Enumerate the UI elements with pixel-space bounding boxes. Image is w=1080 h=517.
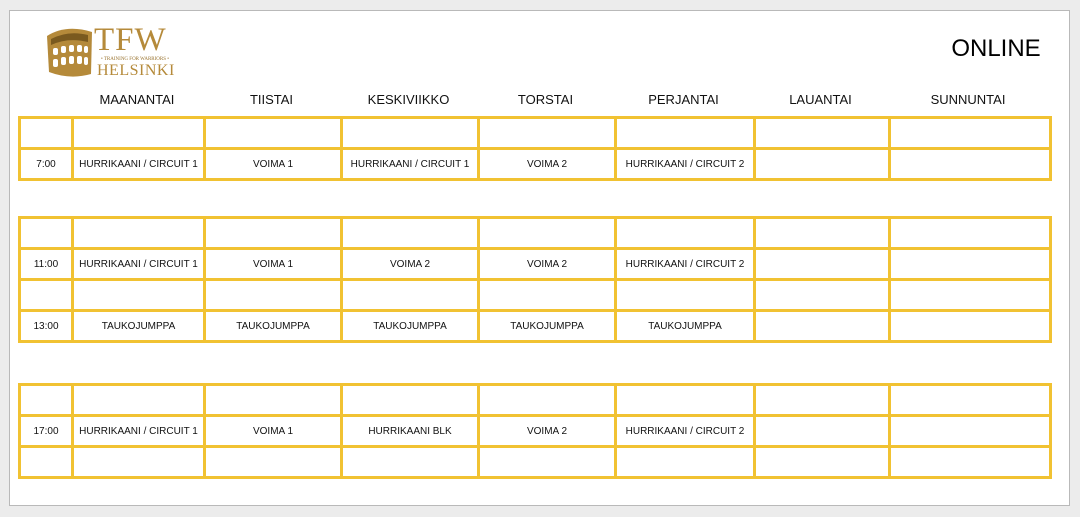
class-cell-friday [616,118,755,149]
colosseum-icon [44,22,96,82]
time-cell [20,385,73,416]
class-cell-sunday [890,249,1051,280]
class-cell-saturday [755,249,890,280]
class-cell-sunday [890,311,1051,342]
tfw-logo [44,22,184,82]
class-cell-friday: TAUKOJUMPPA [616,311,755,342]
class-cell-thursday [479,280,616,311]
class-cell-wednesday: HURRIKAANI / CIRCUIT 1 [342,149,479,180]
table-row [20,249,1051,280]
class-cell-wednesday: TAUKOJUMPPA [342,311,479,342]
class-cell-tuesday [205,218,342,249]
class-cell-friday: HURRIKAANI / CIRCUIT 2 [616,249,755,280]
class-cell-saturday [755,385,890,416]
class-cell-sunday [890,118,1051,149]
class-cell-sunday [890,149,1051,180]
table-row [20,416,1051,447]
class-cell-monday: HURRIKAANI / CIRCUIT 1 [73,249,205,280]
class-cell-thursday: VOIMA 2 [479,149,616,180]
class-cell-thursday: VOIMA 2 [479,416,616,447]
class-cell-wednesday: VOIMA 2 [342,249,479,280]
time-cell [20,218,73,249]
class-cell-friday [616,385,755,416]
schedule-block-evening [18,383,1052,479]
class-cell-monday: HURRIKAANI / CIRCUIT 1 [73,416,205,447]
table-row [20,447,1051,478]
class-cell-tuesday: VOIMA 1 [205,249,342,280]
class-cell-tuesday: VOIMA 1 [205,149,342,180]
time-cell: 11:00 [20,249,73,280]
time-cell [20,280,73,311]
class-cell-saturday [755,311,890,342]
schedule-block-midday [18,216,1052,343]
class-cell-thursday: TAUKOJUMPPA [479,311,616,342]
class-cell-sunday [890,447,1051,478]
class-cell-sunday [890,280,1051,311]
time-cell: 17:00 [20,416,73,447]
class-cell-wednesday [342,280,479,311]
class-cell-sunday [890,385,1051,416]
table-row [20,149,1051,180]
day-header-wednesday: KESKIVIIKKO [367,92,450,107]
day-header-sunday: SUNNUNTAI [930,92,1006,107]
class-cell-thursday: VOIMA 2 [479,249,616,280]
class-cell-saturday [755,280,890,311]
class-cell-wednesday [342,385,479,416]
time-cell [20,118,73,149]
class-cell-saturday [755,149,890,180]
class-cell-friday: HURRIKAANI / CIRCUIT 2 [616,416,755,447]
logo-tagline: • TRAINING FOR WARRIORS • [100,57,170,62]
logo-title: TFW [94,22,167,58]
class-cell-monday [73,118,205,149]
table-row [20,280,1051,311]
class-cell-wednesday [342,218,479,249]
time-cell: 13:00 [20,311,73,342]
class-cell-tuesday [205,447,342,478]
schedule-block-morning [18,116,1052,181]
class-cell-thursday [479,385,616,416]
class-cell-thursday [479,447,616,478]
class-cell-friday [616,447,755,478]
time-cell: 7:00 [20,149,73,180]
class-cell-monday [73,447,205,478]
class-cell-saturday [755,118,890,149]
day-header-monday: MAANANTAI [99,92,175,107]
class-cell-friday [616,218,755,249]
class-cell-monday [73,218,205,249]
class-cell-thursday [479,218,616,249]
class-cell-sunday [890,416,1051,447]
day-header-thursday: TORSTAI [517,92,574,107]
class-cell-tuesday [205,385,342,416]
table-row [20,218,1051,249]
class-cell-saturday [755,218,890,249]
class-cell-tuesday [205,118,342,149]
day-header-friday: PERJANTAI [648,92,719,107]
class-cell-tuesday [205,280,342,311]
table-row [20,311,1051,342]
class-cell-saturday [755,447,890,478]
class-cell-wednesday [342,447,479,478]
class-cell-wednesday: HURRIKAANI BLK [342,416,479,447]
class-cell-monday: HURRIKAANI / CIRCUIT 1 [73,149,205,180]
logo-city: HELSINKI [97,62,175,79]
class-cell-sunday [890,218,1051,249]
class-cell-monday [73,385,205,416]
class-cell-monday [73,280,205,311]
class-cell-tuesday: VOIMA 1 [205,416,342,447]
class-cell-friday: HURRIKAANI / CIRCUIT 2 [616,149,755,180]
day-header-tuesday: TIISTAI [249,92,294,107]
class-cell-thursday [479,118,616,149]
mode-label: ONLINE [951,35,1041,62]
class-cell-wednesday [342,118,479,149]
class-cell-saturday [755,416,890,447]
class-cell-friday [616,280,755,311]
table-row [20,118,1051,149]
table-row [20,385,1051,416]
class-cell-tuesday: TAUKOJUMPPA [205,311,342,342]
time-cell [20,447,73,478]
class-cell-monday: TAUKOJUMPPA [73,311,205,342]
day-header-saturday: LAUANTAI [789,92,852,107]
